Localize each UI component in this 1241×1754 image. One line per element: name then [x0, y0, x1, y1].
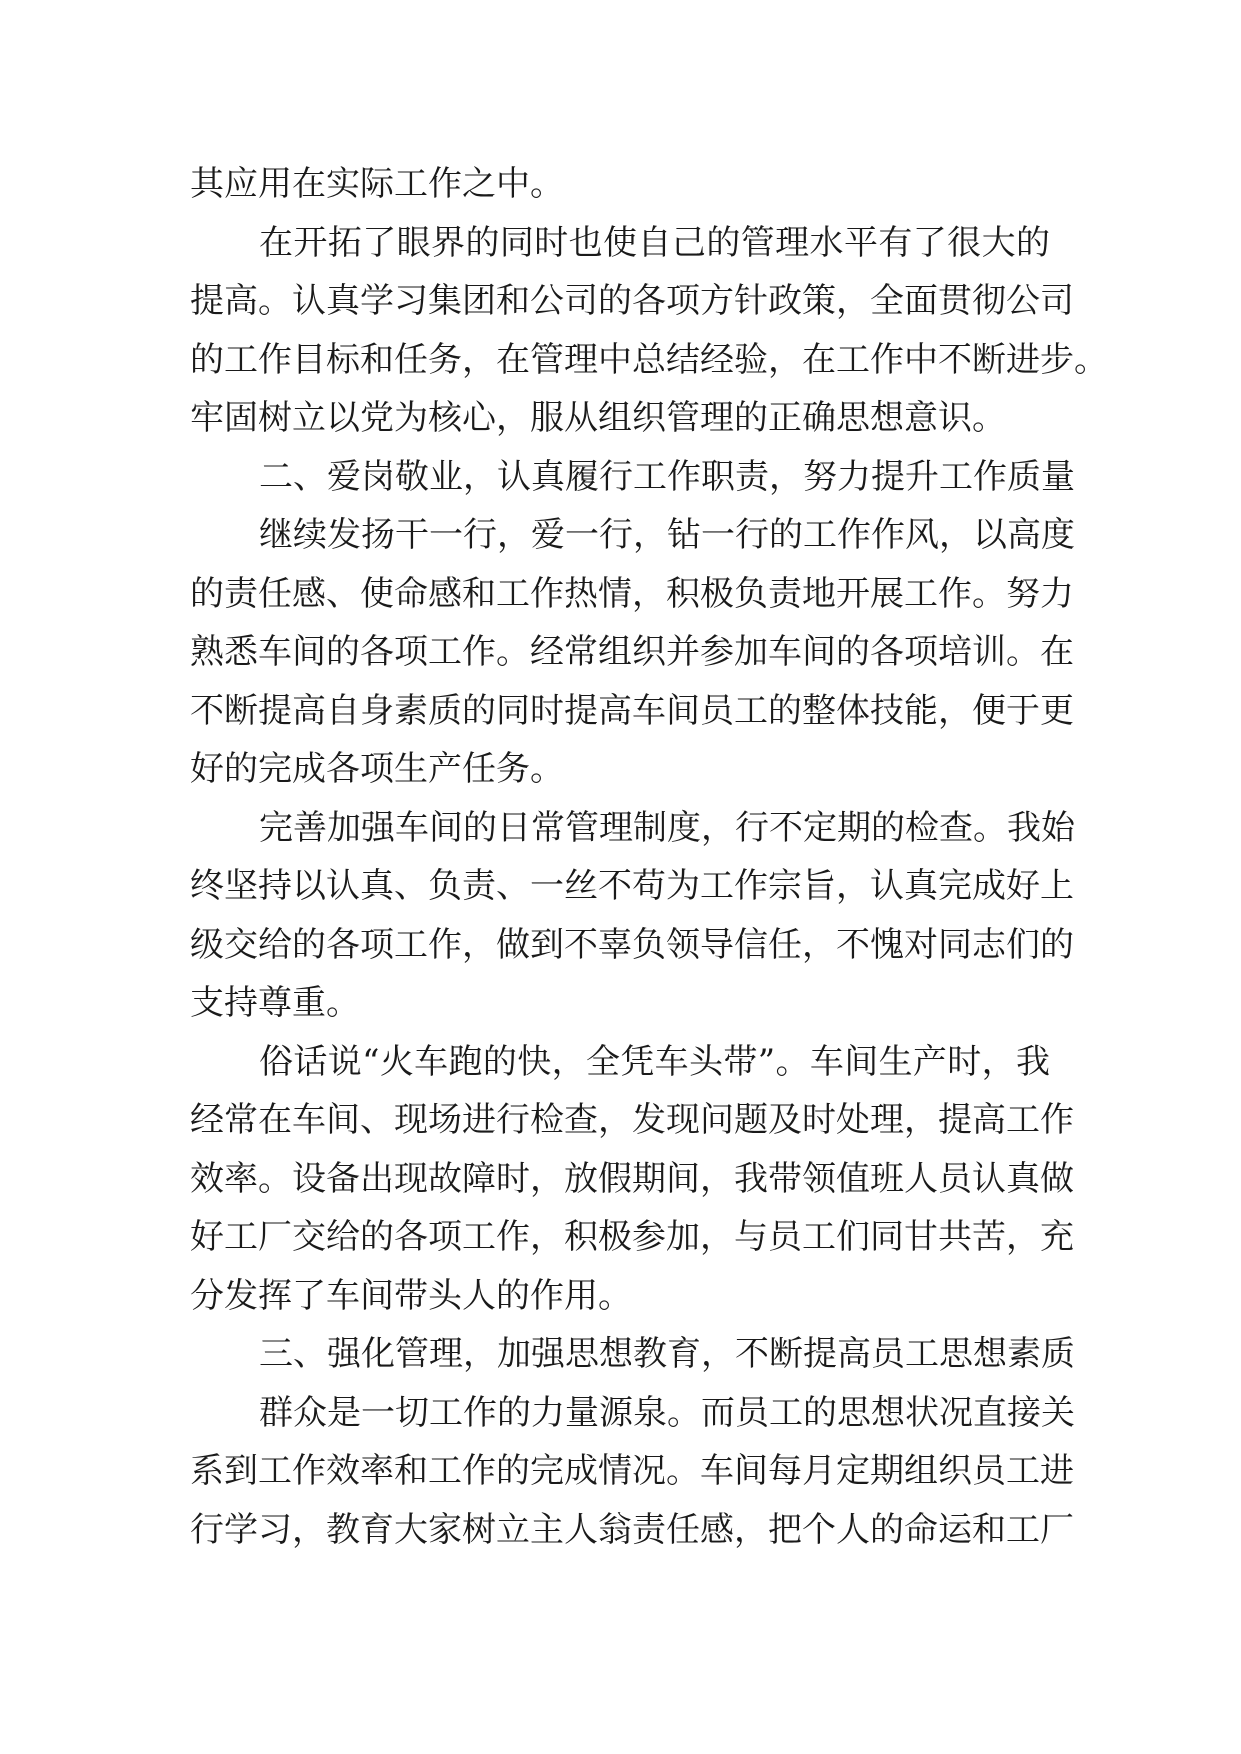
text-line: 支持尊重。	[190, 983, 360, 1023]
text-line: 继续发扬干一行，爱一行，钻一行的工作作风，以高度	[259, 515, 1075, 555]
text-line: 行学习，教育大家树立主人翁责任感，把个人的命运和工厂	[190, 1509, 1074, 1550]
text-line: 不断提高自身素质的同时提高车间员工的整体技能，便于更	[190, 690, 1074, 731]
text-line: 三、强化管理，加强思想教育，不断提高员工思想素质	[259, 1334, 1075, 1374]
text-line: 的责任感、使命感和工作热情，积极负责地开展工作。努力	[190, 573, 1074, 614]
text-line: 好的完成各项生产任务。	[190, 749, 564, 789]
text-line: 系到工作效率和工作的完成情况。车间每月定期组织员工进	[190, 1451, 1074, 1491]
text-line: 终坚持以认真、负责、一丝不苟为工作宗旨，认真完成好上	[190, 866, 1074, 906]
text-line: 熟悉车间的各项工作。经常组织并参加车间的各项培训。在	[190, 632, 1074, 672]
text-line: 好工厂交给的各项工作，积极参加，与员工们同甘共苦，充	[190, 1217, 1074, 1257]
text-line: 在开拓了眼界的同时也使自己的管理水平有了很大的	[259, 222, 1050, 263]
text-line: 经常在车间、现场进行检查，发现问题及时处理，提高工作	[190, 1100, 1074, 1140]
text-line: 群众是一切工作的力量源泉。而员工的思想状况直接关	[259, 1392, 1075, 1433]
body-text	[190, 155, 1108, 1559]
text-line: 二、爱岗敬业，认真履行工作职责，努力提升工作质量	[259, 456, 1075, 497]
text-line: 级交给的各项工作，做到不辜负领导信任，不愧对同志们的	[190, 924, 1074, 965]
text-line: 的工作目标和任务，在管理中总结经验，在工作中不断进步。	[190, 339, 1108, 380]
text-line: 效率。设备出现故障时，放假期间，我带领值班人员认真做	[190, 1158, 1074, 1199]
text-line: 分发挥了车间带头人的作用。	[190, 1275, 632, 1316]
text-line: 牢固树立以党为核心，服从组织管理的正确思想意识。	[190, 398, 1006, 438]
text-line: 其应用在实际工作之中。	[190, 164, 564, 204]
text-line: 提高。认真学习集团和公司的各项方针政策，全面贯彻公司	[190, 281, 1074, 321]
text-line: 俗话说“火车跑的快，全凭车头带”。车间生产时，我	[259, 1041, 1050, 1082]
text-line: 完善加强车间的日常管理制度，行不定期的检查。我始	[259, 807, 1075, 848]
